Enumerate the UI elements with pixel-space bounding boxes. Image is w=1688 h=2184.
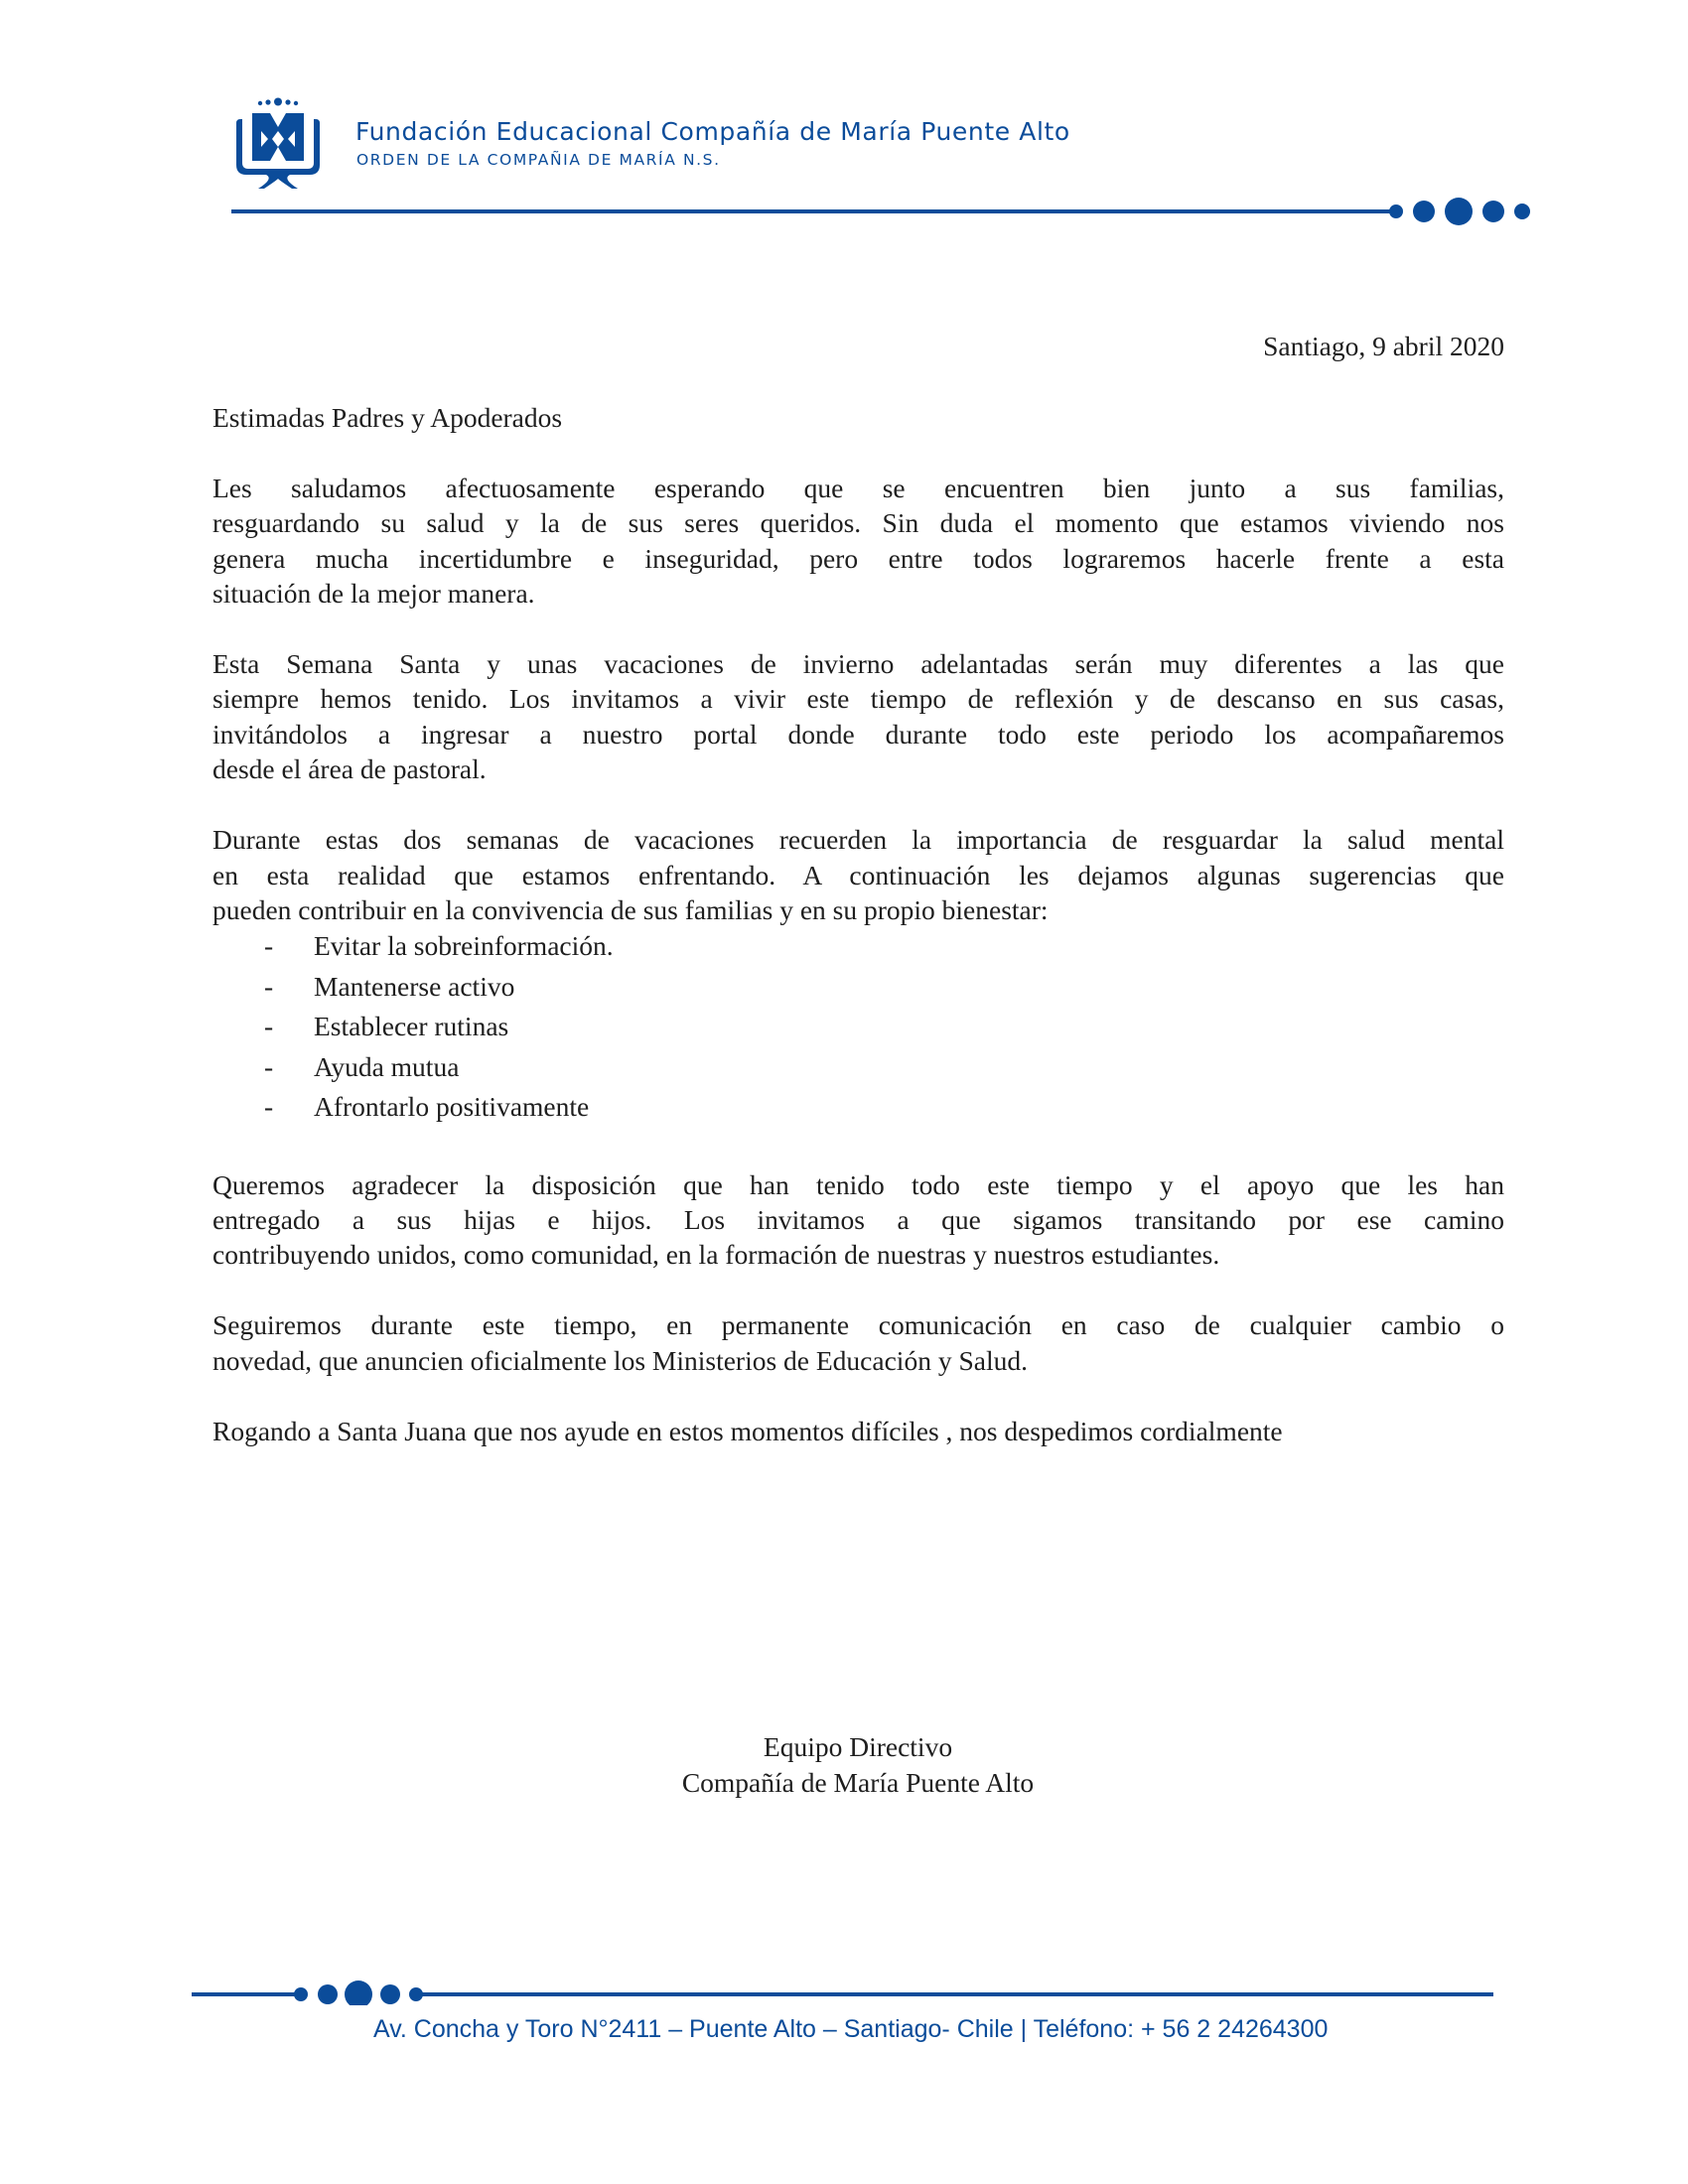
list-item-text: Establecer rutinas — [314, 1011, 509, 1041]
signature-institution: Compañía de María Puente Alto — [681, 1767, 1035, 1798]
header-dot-icon — [1514, 204, 1530, 219]
paragraph-line: en esta realidad que estamos enfrentando. A continuación les dejamos algunas sugerencias que — [212, 860, 1504, 890]
footer-dot-icon — [409, 1987, 423, 2001]
footer-dot-icon — [345, 1980, 372, 2005]
header-dot-icon — [1482, 201, 1504, 222]
paragraph-line: situación de la mejor manera. — [212, 578, 535, 609]
header-dot-icon — [1445, 198, 1473, 225]
paragraph-line: siempre hemos tenido. Los invitamos a vivir este tiempo de reflexión y de descanso en sus casas, — [212, 683, 1504, 714]
paragraph-line: contribuyendo unidos, como comunidad, en la formación de nuestras y nuestros estudiantes. — [212, 1239, 1220, 1270]
paragraph-line: Seguiremos durante este tiempo, en permanente comunicación en caso de cualquier cambio o — [212, 1309, 1504, 1340]
paragraph-line: Les saludamos afectuosamente esperando que se encuentren bien junto a sus familias, — [212, 473, 1504, 503]
list-bullet: - — [264, 1011, 274, 1041]
footer-rule — [0, 1946, 1688, 2005]
list-bullet: - — [264, 1091, 274, 1122]
paragraph-line: novedad, que anuncien oficialmente los Ministerios de Educación y Salud. — [212, 1345, 1028, 1376]
header-dot-icon — [1413, 201, 1435, 222]
organization-name: Fundación Educacional Compañía de María Puente Alto — [355, 117, 1070, 146]
footer-dot-icon — [380, 1984, 400, 2004]
header-dot-icon — [1389, 205, 1403, 218]
organization-subtitle: ORDEN DE LA COMPAÑIA DE MARÍA N.S. — [356, 151, 721, 169]
list-item-text: Afrontarlo positivamente — [314, 1091, 590, 1122]
paragraph-line: Esta Semana Santa y unas vacaciones de invierno adelantadas serán muy diferentes a las que — [212, 648, 1504, 679]
paragraph-line: desde el área de pastoral. — [212, 753, 487, 784]
paragraph-line: pueden contribuir en la convivencia de sus familias y en su propio bienestar: — [212, 894, 1049, 925]
paragraph-line: Durante estas dos semanas de vacaciones recuerden la importancia de resguardar la salud mental — [212, 824, 1504, 855]
list-bullet: - — [264, 930, 274, 961]
signature-team: Equipo Directivo — [763, 1731, 953, 1762]
letter-date: Santiago, 9 abril 2020 — [1263, 331, 1504, 361]
paragraph-line: Rogando a Santa Juana que nos ayude en estos momentos difíciles , nos despedimos cordialmente — [212, 1416, 1283, 1446]
paragraph-line: resguardando su salud y la de sus seres queridos. Sin duda el momento que estamos viviendo nos — [212, 507, 1504, 538]
list-bullet: - — [264, 971, 274, 1002]
paragraph-line: invitándolos a ingresar a nuestro portal donde durante todo este periodo los acompañaremos — [212, 719, 1504, 750]
footer-dot-icon — [294, 1987, 308, 2001]
footer-dot-icon — [318, 1984, 338, 2004]
footer-address: Av. Concha y Toro N°2411 – Puente Alto – Santiago- Chile | Teléfono: + 56 2 24264300 — [373, 2015, 1329, 2043]
paragraph-line: entregado a sus hijas e hijos. Los invitamos a que sigamos transitando por ese camino — [212, 1204, 1504, 1235]
paragraph-line: Queremos agradecer la disposición que han tenido todo este tiempo y el apoyo que les han — [212, 1169, 1504, 1200]
list-bullet: - — [264, 1051, 274, 1082]
list-item-text: Mantenerse activo — [314, 971, 515, 1002]
list-item-text: Ayuda mutua — [314, 1051, 460, 1082]
header-rule — [0, 0, 1688, 238]
list-item-text: Evitar la sobreinformación. — [314, 930, 614, 961]
paragraph-line: genera mucha incertidumbre e inseguridad, pero entre todos lograremos hacerle frente a esta — [212, 543, 1504, 574]
salutation: Estimadas Padres y Apoderados — [212, 402, 563, 433]
